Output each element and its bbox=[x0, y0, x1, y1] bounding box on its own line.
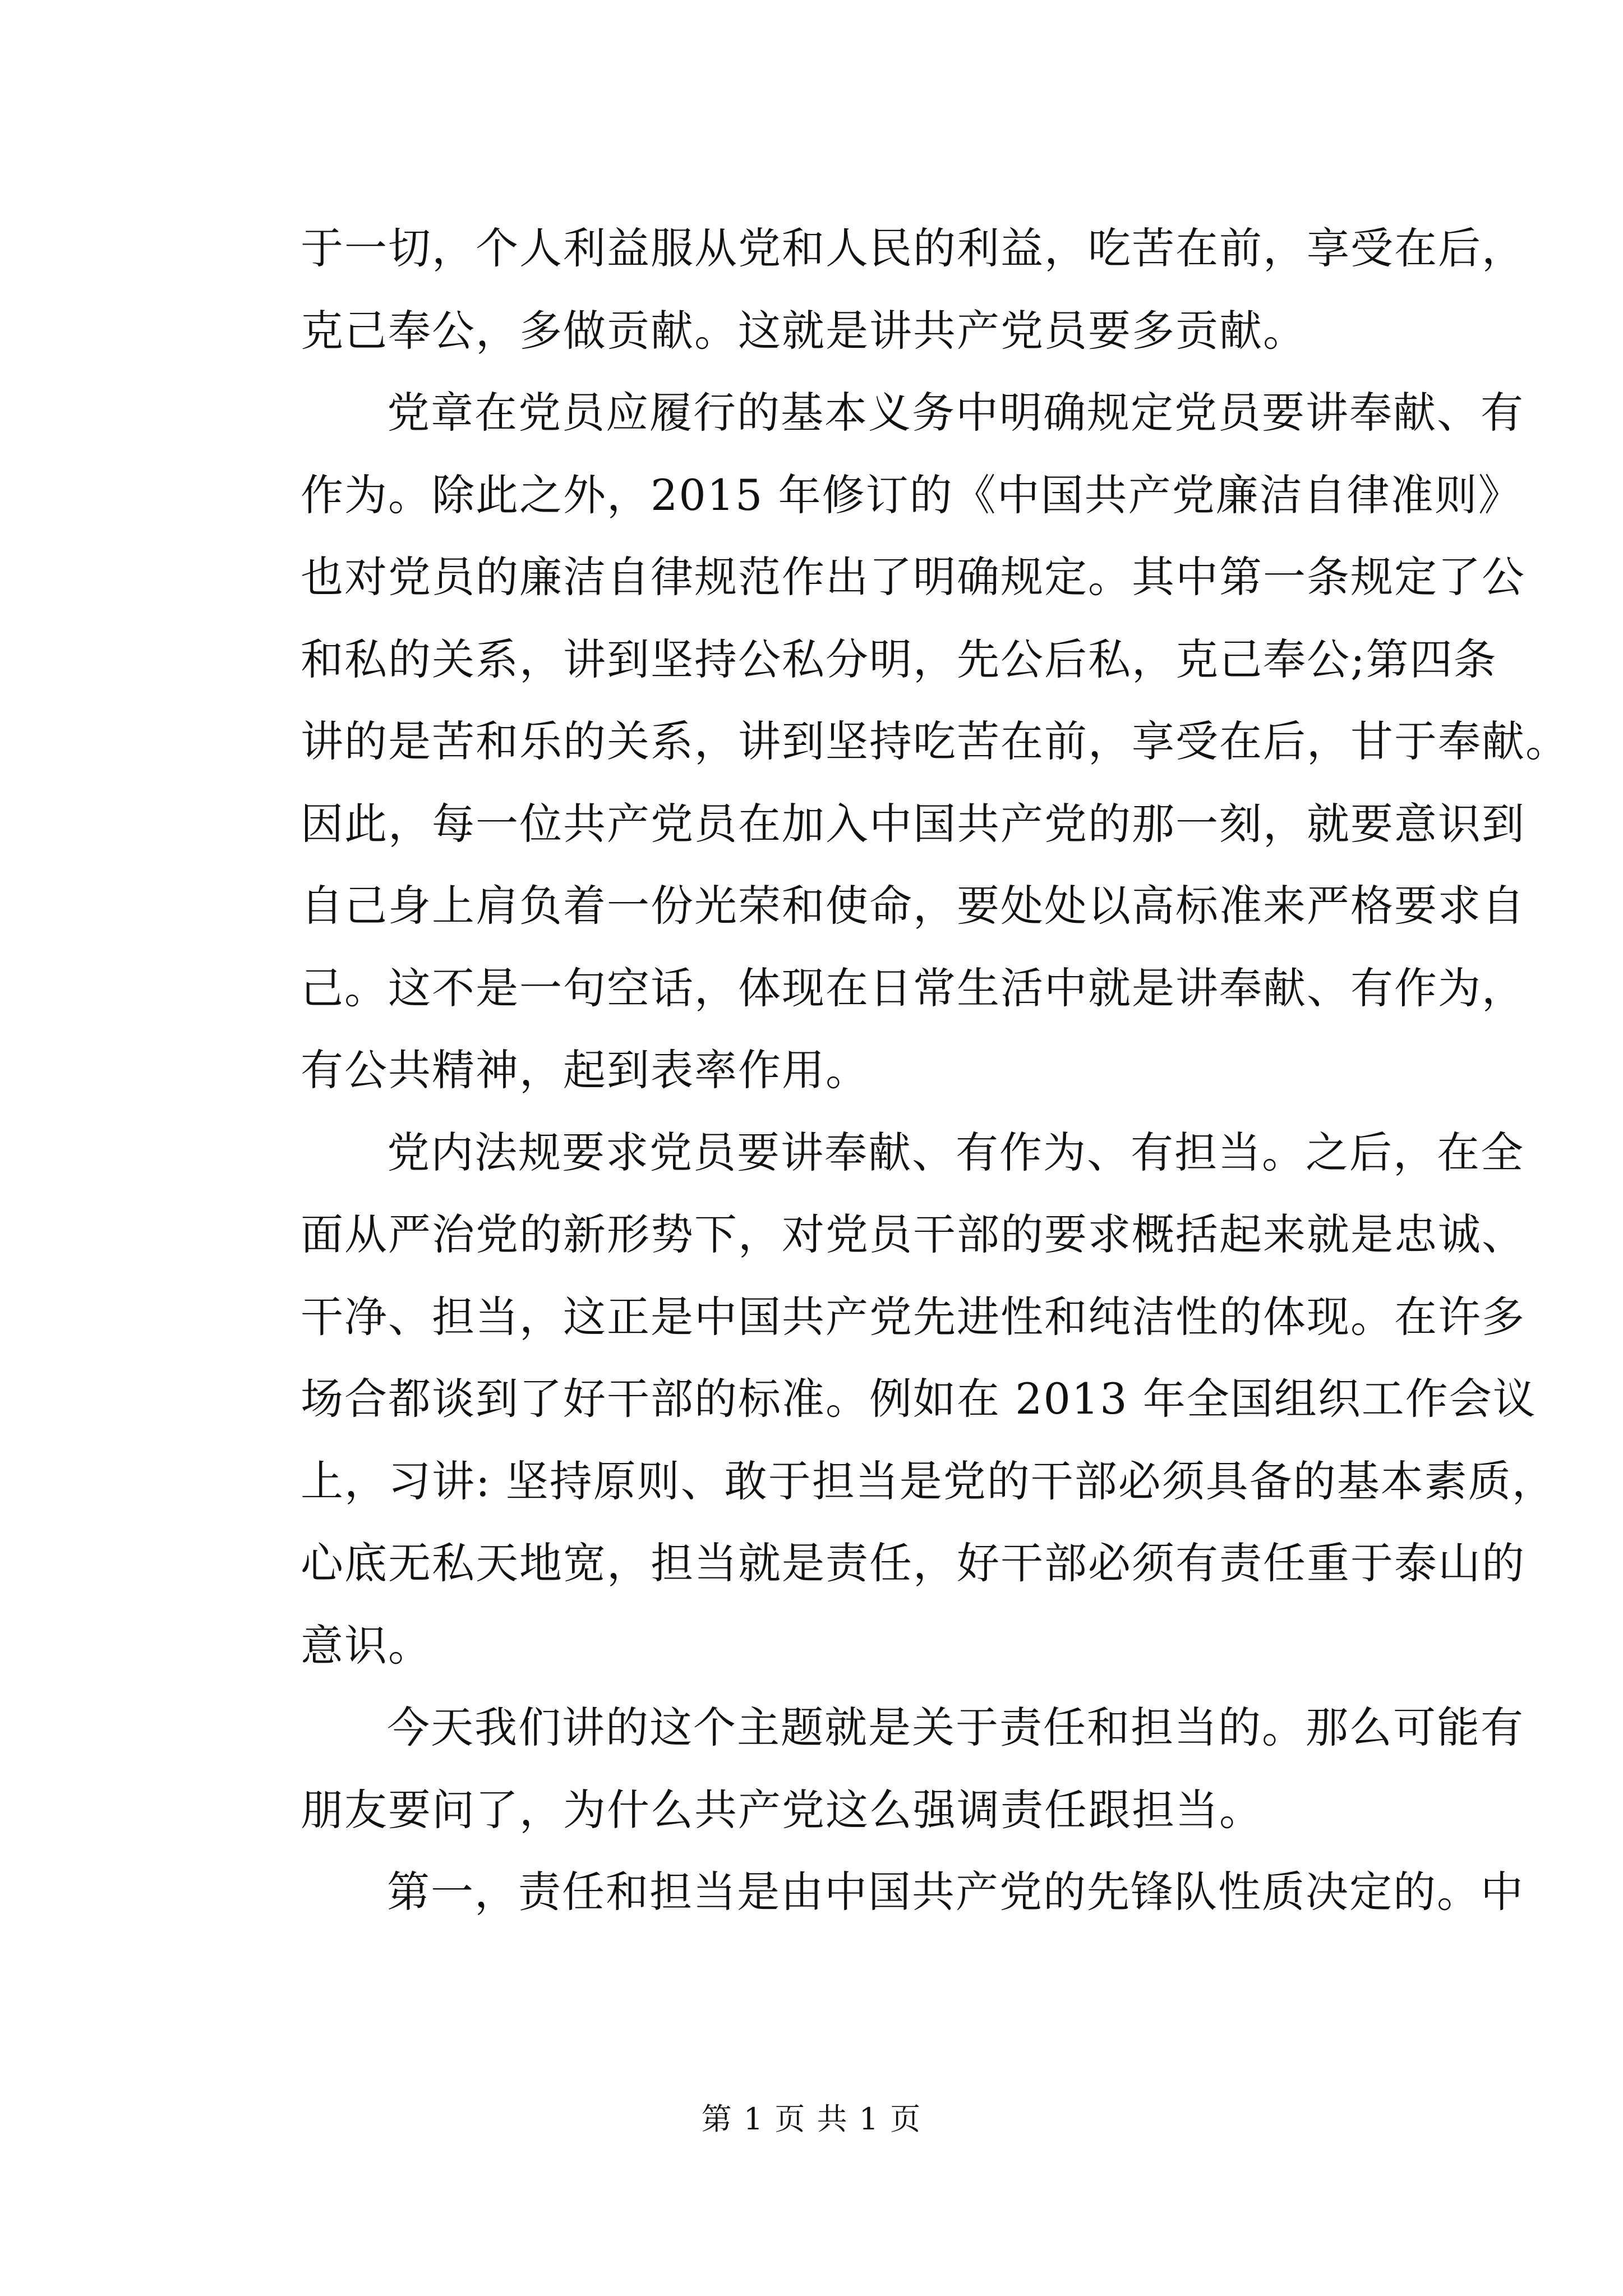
text-line: 己。这不是一句空话，体现在日常生活中就是讲奉献、有作为， bbox=[301, 963, 1525, 1013]
text-line: 因此，每一位共产党员在加入中国共产党的那一刻，就要意识到 bbox=[301, 798, 1525, 849]
text-line: 第一，责任和担当是由中国共产党的先锋队性质决定的。中 bbox=[387, 1867, 1524, 1917]
text-line: 心底无私天地宽，担当就是责任，好干部必须有责任重于泰山的 bbox=[301, 1538, 1525, 1588]
text-line: 党章在党员应履行的基本义务中明确规定党员要讲奉献、有 bbox=[387, 388, 1524, 438]
text-line: 干净、担当，这正是中国共产党先进性和纯洁性的体现。在许多 bbox=[301, 1291, 1525, 1342]
text-line: 也对党员的廉洁自律规范作出了明确规定。其中第一条规定了公 bbox=[301, 552, 1525, 602]
text-line: 上，习讲: 坚持原则、敢于担当是党的干部必须具备的基本素质， bbox=[301, 1456, 1556, 1506]
text-line: 讲的是苦和乐的关系，讲到坚持吃苦在前，享受在后，甘于奉献。 bbox=[301, 716, 1569, 766]
text-line: 自己身上肩负着一份光荣和使命，要处处以高标准来严格要求自 bbox=[301, 881, 1525, 931]
text-line: 场合都谈到了好干部的标准。例如在 2013 年全国组织工作会议 bbox=[301, 1374, 1537, 1424]
text-line: 今天我们讲的这个主题就是关于责任和担当的。那么可能有 bbox=[387, 1703, 1524, 1752]
text-line: 朋友要问了，为什么共产党这么强调责任跟担当。 bbox=[301, 1784, 1263, 1835]
text-line: 面从严治党的新形势下，对党员干部的要求概括起来就是忠诚、 bbox=[301, 1209, 1525, 1259]
text-line: 和私的关系，讲到坚持公私分明，先公后私，克己奉公;第四条 bbox=[301, 634, 1497, 684]
text-line: 作为。除此之外，2015 年修订的《中国共产党廉洁自律准则》 bbox=[301, 470, 1522, 520]
page-footer: 第 1 页 共 1 页 bbox=[701, 2101, 922, 2137]
body-text bbox=[301, 208, 1569, 1934]
text-line: 党内法规要求党员要讲奉献、有作为、有担当。之后，在全 bbox=[387, 1127, 1524, 1177]
text-line: 有公共精神，起到表率作用。 bbox=[301, 1045, 869, 1095]
text-line: 于一切，个人利益服从党和人民的利益，吃苦在前，享受在后， bbox=[301, 223, 1525, 273]
text-line: 意识。 bbox=[301, 1620, 432, 1671]
text-line: 克己奉公，多做贡献。这就是讲共产党员要多贡献。 bbox=[301, 305, 1307, 356]
